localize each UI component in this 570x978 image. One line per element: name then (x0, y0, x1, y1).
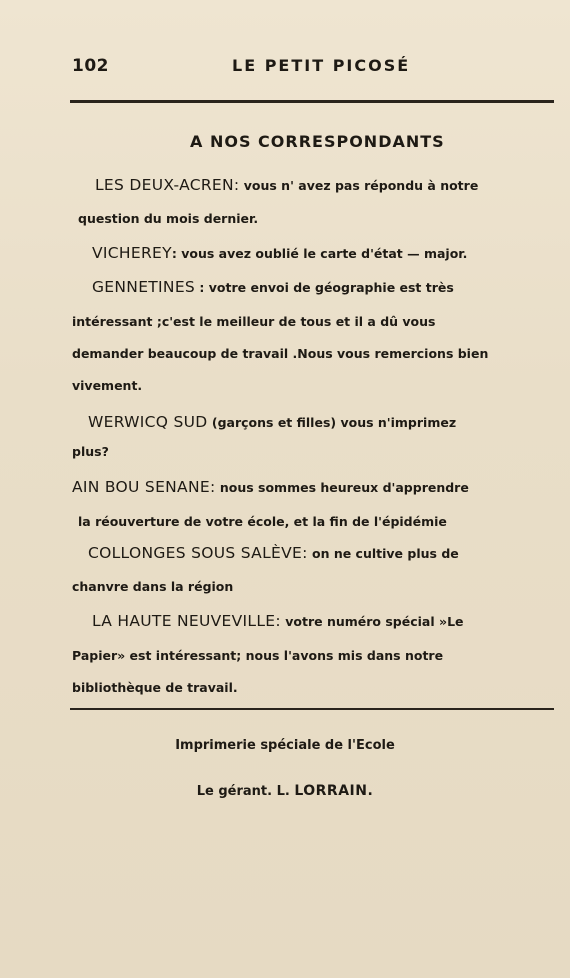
entry-line (88, 543, 543, 564)
correspondent-name: AIN BOU SENANE: (72, 478, 216, 496)
header-rule (70, 100, 554, 103)
entry-text: plus? (72, 444, 109, 459)
entry-text: question du mois dernier. (78, 211, 259, 226)
entry-line (72, 312, 527, 332)
entry-text: votre numéro spécial »Le (280, 614, 464, 629)
entry-text: vous n' avez pas répondu à notre (239, 178, 479, 193)
correspondent-name: VICHEREY (92, 244, 172, 262)
page-number: 102 (72, 56, 109, 76)
entry-text: vous n'imprimez (336, 415, 457, 430)
entry-text: on ne cultive plus de (307, 546, 459, 561)
entry-line (78, 209, 533, 229)
manager-line (0, 783, 570, 799)
correspondent-name: GENNETINES (92, 278, 196, 296)
entry-line (72, 344, 527, 364)
entry-text: la réouverture de votre école, et la fin de l'épidémie (78, 514, 447, 529)
entry-line (72, 577, 527, 597)
entry-line (92, 243, 547, 264)
entry-line (92, 277, 547, 298)
entry-text: : vous avez oublié le carte d'état — major. (171, 246, 468, 261)
correspondent-name: LA HAUTE NEUVEVILLE: (92, 612, 281, 630)
entry-text: demander beaucoup de travail .Nous vous remercions bien (72, 346, 489, 361)
entry-text: chanvre dans la région (72, 579, 234, 594)
entry-line (72, 646, 527, 666)
footer-rule (70, 708, 554, 710)
entry-text: vivement. (72, 378, 143, 393)
printer-line: Imprimerie spéciale de l'Ecole (175, 738, 395, 753)
entry-text: (garçons et filles) (207, 415, 337, 430)
entry-line (88, 412, 543, 433)
entry-text: : votre envoi de géographie est très (195, 280, 454, 295)
entry-text: intéressant ;c'est le meilleur de tous et il a dû vous (72, 314, 436, 329)
page-header (72, 56, 550, 80)
section-title: A NOS CORRESPONDANTS (190, 132, 445, 151)
entry-line (72, 678, 527, 698)
correspondent-name: LES DEUX-ACREN: (95, 176, 240, 194)
journal-title: LE PETIT PICOSÉ (232, 56, 411, 75)
correspondent-name: COLLONGES SOUS SALÈVE: (88, 544, 308, 562)
entry-text: bibliothèque de travail. (72, 680, 238, 695)
manager-prefix: Le gérant. L. (196, 784, 295, 799)
manager-name: LORRAIN. (294, 783, 374, 799)
entry-line (72, 442, 527, 462)
entry-line (95, 175, 550, 196)
entry-line (72, 477, 527, 498)
entry-line (92, 611, 547, 632)
entry-line (72, 376, 527, 396)
entry-text: Papier» est intéressant; nous l'avons mis dans notre (72, 648, 444, 663)
entry-line (78, 512, 533, 532)
entry-text: nous sommes heureux d'apprendre (215, 480, 469, 495)
correspondent-name: WERWICQ SUD (88, 413, 208, 431)
